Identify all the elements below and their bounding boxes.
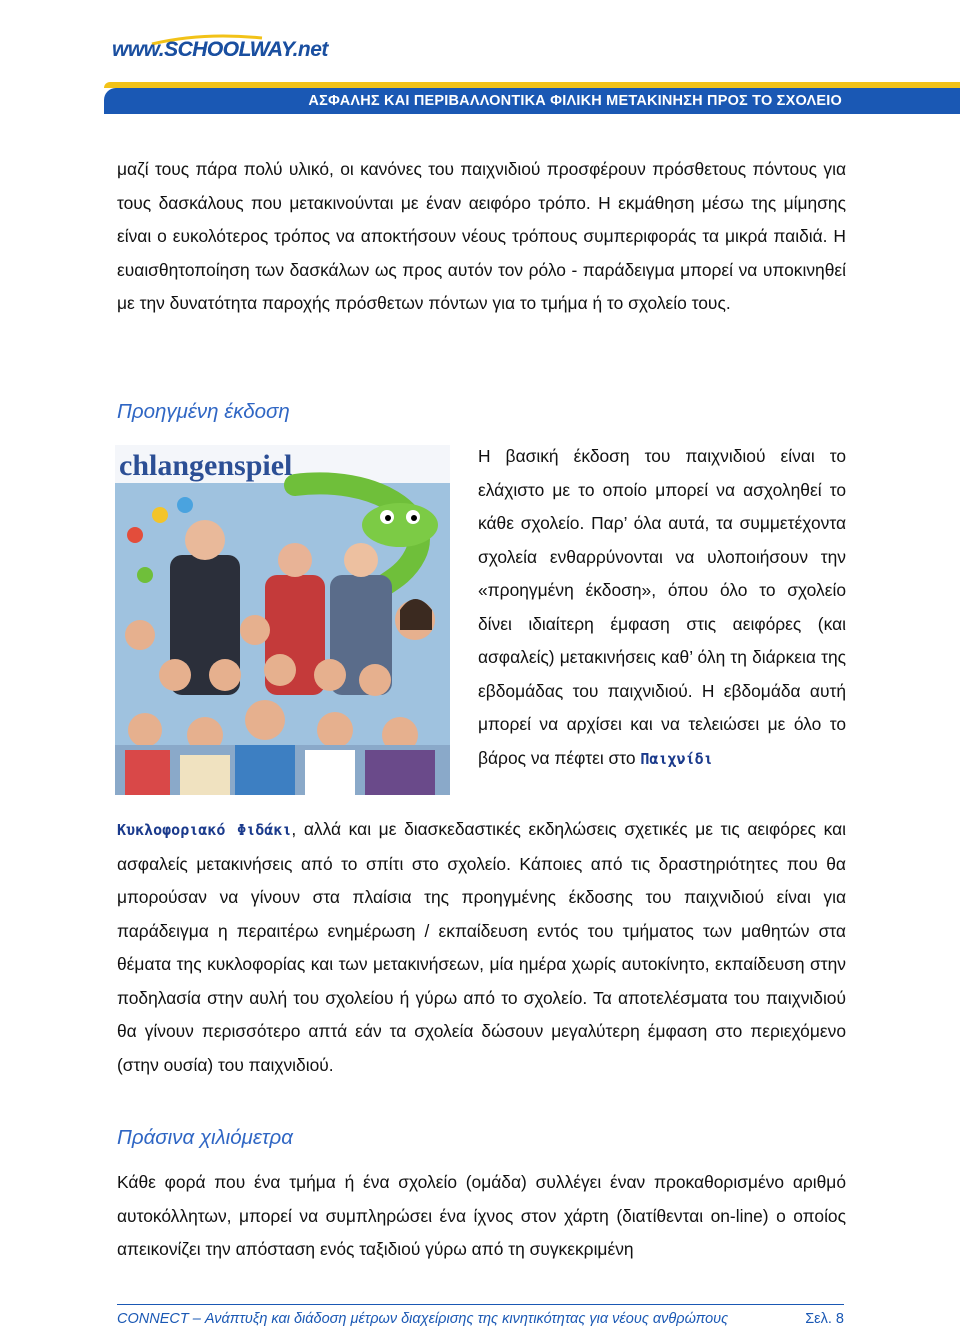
schoolway-logo[interactable] <box>112 38 328 62</box>
advanced-version-text: Η βασική έκδοση του παιχνιδιού είναι το ελάχιστο με το οποίο μπορεί να ασχοληθεί το κάθε σχολείο. Παρ’ όλα αυτά, τα συμμετέχοντα σχολεία ενθαρρύνονται να υλοποιήσουν την «προηγμένη έκδοση», όπου όλο το σχολείο δίνει ιδιαίτερη έμφαση στις αειφόρες (και ασφαλείς) μετακινήσεις καθ’ όλη τη διάρκεια της εβδομάδας του παιχνιδιού. Η εβδομάδα αυτή μπορεί να αρχίσει και να τελειώσει με όλο το βάρος να πέφτει στο <box>478 446 846 768</box>
school-group-photo <box>115 445 450 795</box>
footer <box>117 1311 846 1327</box>
game-link-part1[interactable]: Παιχνίδι <box>640 749 713 768</box>
logo-suffix: .net <box>292 38 328 61</box>
photo-illustration <box>115 445 450 795</box>
photo-banner-text: chlangenspiel <box>119 449 293 482</box>
game-link-part2[interactable]: Κυκλοφοριακό Φιδάκι <box>117 821 292 839</box>
footer-text: CONNECT – Ανάπτυξη και διάδοση μέτρων διαχείρισης της κινητικότητας για νέους ανθρώπους <box>117 1311 729 1327</box>
page-number: Σελ. 8 <box>805 1311 844 1327</box>
intro-paragraph: μαζί τους πάρα πολύ υλικό, οι κανόνες του παιχνιδιού προσφέρουν πρόσθετους πόντους για τους δασκάλους που μετακινούνται με έναν αειφόρο τρόπο. Η εκμάθηση μέσω της μίμησης είναι ο ευκολότερος τρόπος να αποκτήσουν νέους τρόπους συμπεριφοράς τα μικρά παιδιά. Η ευαισθητοποίηση των δασκάλων ως προς αυτόν τον ρόλο - παράδειγμα μπορεί να υποκινηθεί με την δυνατότητα παροχής πρόσθετων πόντων για το τμήμα ή το σχολείο τους. <box>117 159 846 313</box>
header-title: ΑΣΦΑΛΗΣ ΚΑΙ ΠΕΡΙΒΑΛΛΟΝΤΙΚΑ ΦΙΛΙΚΗ ΜΕΤΑΚΙΝΗΣΗ ΠΡΟΣ ΤΟ ΣΧΟΛΕΙΟ <box>308 93 842 109</box>
logo-brand: SCHOOLWAY <box>164 38 293 61</box>
advanced-continuation-paragraph <box>117 813 846 1082</box>
section-heading-green-km: Πράσινα χιλιόμετρα <box>117 1126 293 1149</box>
logo-prefix: www. <box>112 38 165 61</box>
advanced-version-paragraph <box>478 440 846 776</box>
section-heading-advanced: Προηγμένη έκδοση <box>117 400 290 423</box>
advanced-continuation-text: , αλλά και με διασκεδαστικές εκδηλώσεις σχετικές με τις αειφόρες και ασφαλείς μετακινήσεις από το σπίτι στο σχολείο. Κάποιες από τις δραστηριότητες που θα μπορούσαν να γίνουν στα πλαίσια της προηγμένης έκδοσης του παιχνιδιού είναι για παράδειγμα η περαιτέρω ενημέρωση / εκπαίδευση εντός του τμήματος των μαθητών στα θέματα της κυκλοφορίας και των μετακινήσεων, μία ημέρα χωρίς αυτοκίνητο, εκπαίδευση στην ποδηλασία στην αυλή του σχολείου ή γύρω από το σχολείο. Τα αποτελέσματα του παιχνιδιού θα γίνουν περισσότερο απτά εάν τα σχολεία δώσουν μεγαλύτερη έμφαση στο περιεχόμενο (στην ουσία) του παιχνιδιού. <box>117 819 846 1075</box>
footer-rule <box>117 1304 844 1305</box>
green-km-paragraph: Κάθε φορά που ένα τμήμα ή ένα σχολείο (ομάδα) συλλέγει έναν προκαθορισμένο αριθμό αυτοκόλλητων, μπορεί να συμπληρώσει ένα ίχνος στον χάρτη (διατίθενται on-line) ο οποίος απεικονίζει την απόσταση ενός ταξιδιού γύρω από τη συγκεκριμένη <box>117 1172 846 1259</box>
